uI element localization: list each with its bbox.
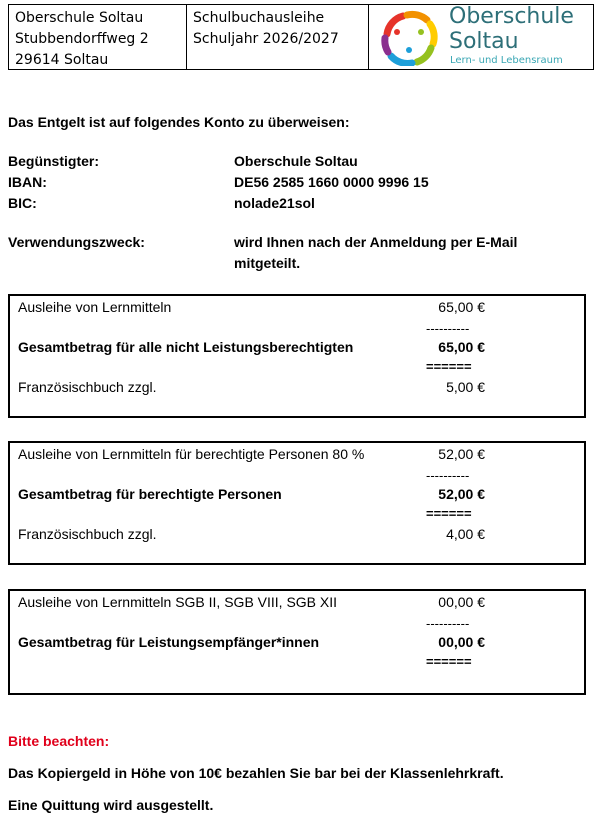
school-year: Schuljahr 2026/2027: [193, 31, 339, 47]
fee-item-amount: 00,00 €: [438, 594, 485, 610]
total-label: Gesamtbetrag für alle nicht Leistungsberechtigten: [18, 339, 354, 355]
notice-heading: Bitte beachten:: [8, 733, 110, 749]
document-header: [8, 4, 594, 70]
fee-box-standard: [8, 294, 586, 418]
fee-item-label: Ausleihe von Lernmitteln: [18, 299, 172, 315]
subtotal-dash-line: ----------: [426, 616, 470, 631]
total-double-line: ======: [426, 654, 472, 669]
beneficiary-label: Begünstigter:: [8, 153, 99, 169]
extra-item-amount: 5,00 €: [446, 379, 485, 395]
purpose-value-line2: mitgeteilt.: [234, 255, 301, 271]
total-double-line: ======: [426, 506, 472, 521]
total-double-line: ======: [426, 359, 472, 374]
fee-box-benefit-recipients: [8, 589, 586, 695]
fee-item-amount: 65,00 €: [438, 299, 485, 315]
logo-text-line2: Soltau: [449, 29, 519, 54]
iban-label: IBAN:: [8, 174, 47, 190]
school-logo-icon: [377, 10, 441, 66]
fee-item-amount: 52,00 €: [438, 446, 485, 462]
extra-item-label: Französischbuch zzgl.: [18, 526, 157, 542]
bic-label: BIC:: [8, 195, 37, 211]
bic-value: nolade21sol: [234, 195, 315, 211]
notice-line-copy-fee: Das Kopiergeld in Höhe von 10€ bezahlen Sie bar bei der Klassenlehrkraft.: [8, 765, 504, 781]
purpose-value-line1: wird Ihnen nach der Anmeldung per E-Mail: [234, 234, 518, 250]
school-name: Oberschule Soltau: [15, 10, 144, 26]
fee-item-label: Ausleihe von Lernmitteln für berechtigte Personen 80 %: [18, 446, 365, 462]
subtotal-dash-line: ----------: [426, 468, 470, 483]
logo-tagline: Lern- und Lebensraum: [450, 55, 563, 66]
total-label: Gesamtbetrag für berechtigte Personen: [18, 486, 282, 502]
school-street: Stubbendorffweg 2: [15, 31, 149, 47]
total-amount: 65,00 €: [438, 339, 485, 355]
fee-box-reduced: [8, 441, 586, 565]
document-title-cell: [187, 5, 369, 69]
extra-item-amount: 4,00 €: [446, 526, 485, 542]
iban-value: DE56 2585 1660 0000 9996 15: [234, 174, 429, 190]
school-address-cell: [9, 5, 187, 69]
total-amount: 00,00 €: [438, 634, 485, 650]
school-city: 29614 Soltau: [15, 52, 109, 68]
logo-text-line1: Oberschule: [449, 4, 574, 29]
total-label: Gesamtbetrag für Leistungsempfänger*innen: [18, 634, 320, 650]
subtotal-dash-line: ----------: [426, 321, 470, 336]
extra-item-label: Französischbuch zzgl.: [18, 379, 157, 395]
beneficiary-value: Oberschule Soltau: [234, 153, 358, 169]
total-amount: 52,00 €: [438, 486, 485, 502]
payment-intro: Das Entgelt ist auf folgendes Konto zu überweisen:: [8, 114, 350, 130]
purpose-label: Verwendungszweck:: [8, 234, 145, 250]
notice-line-receipt: Eine Quittung wird ausgestellt.: [8, 797, 214, 813]
logo-cell: [369, 5, 593, 69]
document-title: Schulbuchausleihe: [193, 10, 325, 26]
fee-item-label: Ausleihe von Lernmitteln SGB II, SGB VIII, SGB XII: [18, 594, 338, 610]
